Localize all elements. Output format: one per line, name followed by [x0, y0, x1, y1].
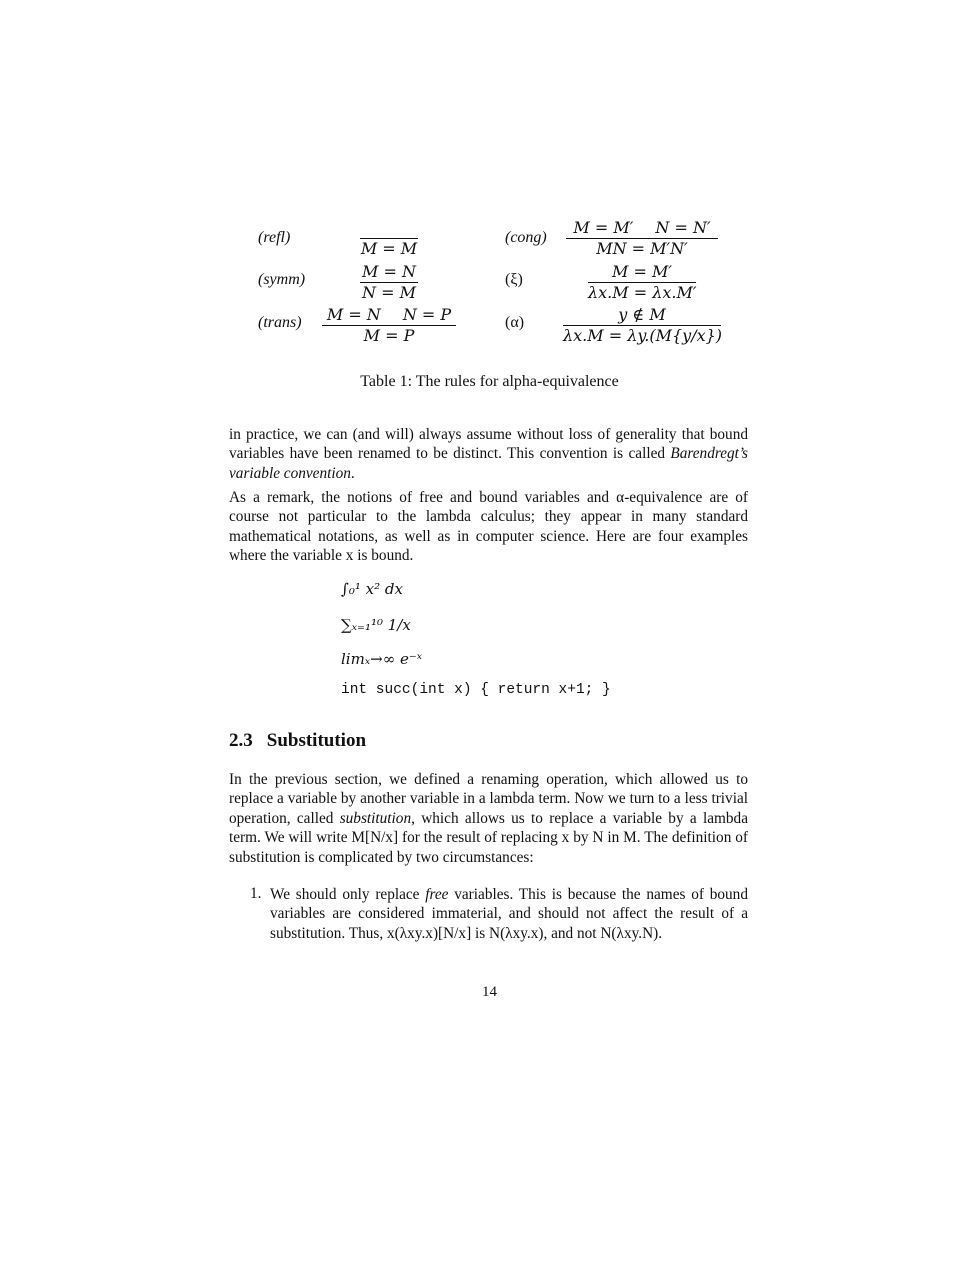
rule-name-cong: (cong)	[505, 229, 547, 246]
list-item: We should only replace free variables. This is because the names of bound variables are considered immaterial, and should not affect the result of a substitution. Thus, x(λxy.x)[N/x] is N(λxy.x), and not N(λxy.N).	[270, 886, 748, 942]
rule-symm: M = N N = M	[360, 262, 418, 303]
list-marker: 1.	[250, 885, 262, 902]
rule-alpha: y ∉ M λx.M = λy.(M{y/x})	[563, 305, 723, 345]
section-heading	[229, 730, 366, 752]
rule-name-refl: (refl)	[258, 229, 291, 246]
paragraph-substitution: In the previous section, we defined a renaming operation, which allowed us to replace a variable by another variable in a lambda term. Now we turn to a less trivial operation, called substitution, which allows us to replace a variable by a lambda term. We will write M[N/x] for the result of replacing x by N in M. The definition of substitution is complicated by two circumstances:	[229, 771, 748, 866]
rule-name-xi: (ξ)	[505, 271, 523, 288]
rule-refl: M = M	[360, 239, 418, 258]
example-sum: ∑ₓ₌₁¹⁰ 1/x	[341, 616, 411, 634]
rule-name-symm: (symm)	[258, 271, 306, 288]
rule-name-alpha: (α)	[505, 314, 525, 331]
page-number: 14	[482, 984, 497, 1000]
example-code: int succ(int x) { return x+1; }	[341, 682, 611, 698]
example-limit: limₓ→∞ e⁻ˣ	[341, 650, 423, 668]
rule-trans: M = N N = P M = P	[322, 305, 456, 346]
rule-cong: M = M′ N = N′ MN = M′N′	[566, 218, 718, 259]
section-number: 2.3	[229, 730, 253, 751]
example-integral: ∫₀¹ x² dx	[341, 580, 403, 598]
paragraph-remark: As a remark, the notions of free and bound variables and α-equivalence are of course not particular to the lambda calculus; they appear in many standard mathematical notations, as well as in computer science. Here are four examples where the variable x is bound.	[229, 489, 748, 565]
rule-xi: M = M′ λx.M = λx.M′	[588, 262, 697, 302]
table-caption: Table 1: The rules for alpha-equivalence	[360, 373, 619, 390]
section-title: Substitution	[266, 730, 367, 751]
paragraph-conventions: in practice, we can (and will) always assume without loss of generality that bound variables have been renamed to be distinct. This convention is called Barendregt’s variable convention.	[229, 426, 748, 482]
rule-name-trans: (trans)	[258, 314, 302, 331]
